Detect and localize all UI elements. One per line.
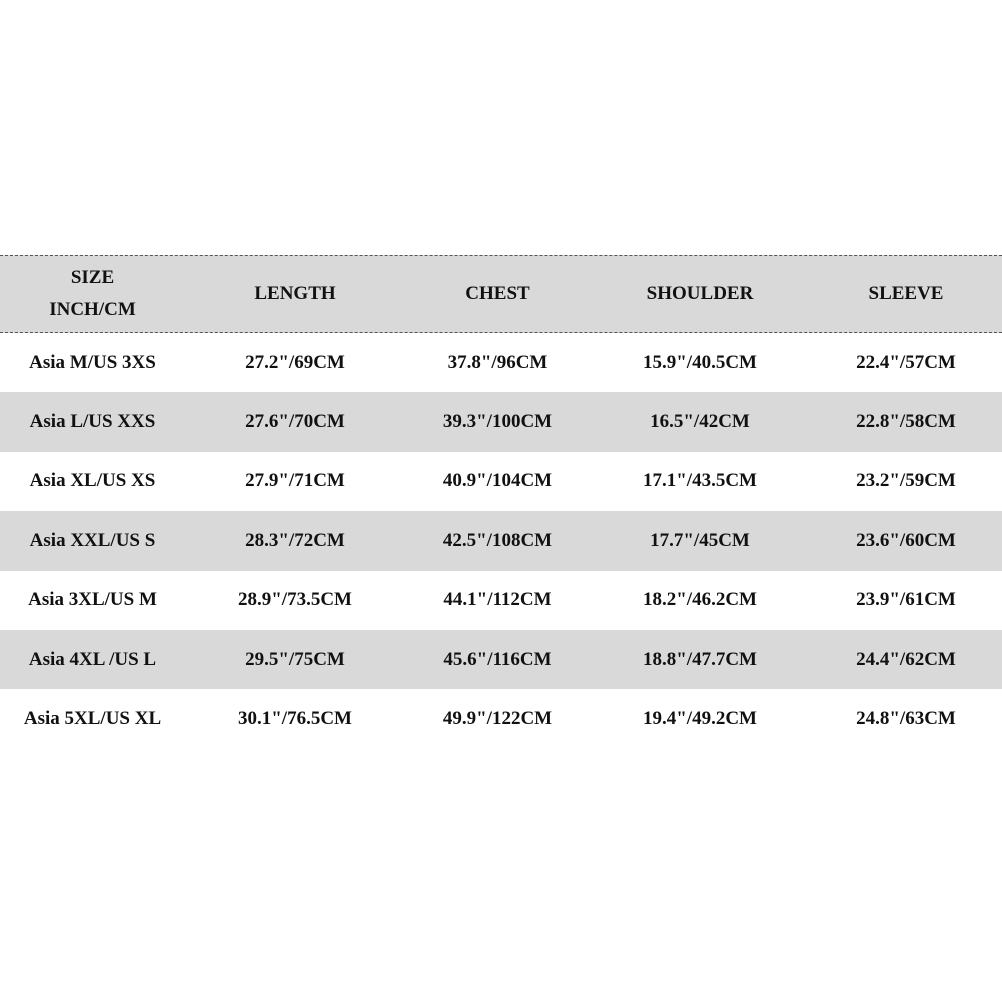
cell-size: Asia M/US 3XS	[29, 351, 156, 373]
cell-length: 28.3"/72CM	[245, 529, 345, 551]
header-size-line1: SIZE	[70, 267, 115, 288]
header-length: LENGTH	[254, 283, 336, 304]
cell-chest: 37.8"/96CM	[447, 351, 548, 373]
cell-size: Asia L/US XXS	[29, 411, 156, 433]
header-chest: CHEST	[465, 283, 530, 304]
header-shoulder: SHOULDER	[646, 283, 754, 304]
header-size	[0, 262, 185, 326]
cell-length: 29.5"/75CM	[245, 648, 345, 670]
cell-size: Asia 5XL/US XL	[23, 708, 162, 730]
cell-size: Asia XXL/US S	[29, 529, 156, 551]
table-row	[0, 452, 1002, 511]
table-row	[0, 333, 1002, 392]
table-row	[0, 689, 1002, 748]
cell-shoulder: 15.9"/40.5CM	[643, 351, 757, 373]
cell-size: Asia 3XL/US M	[28, 589, 157, 611]
cell-chest: 44.1"/112CM	[443, 589, 552, 611]
cell-length: 27.9"/71CM	[245, 470, 345, 492]
cell-shoulder: 16.5"/42CM	[650, 411, 750, 433]
cell-shoulder: 17.1"/43.5CM	[643, 470, 757, 492]
cell-length: 28.9"/73.5CM	[238, 589, 352, 611]
cell-shoulder: 18.8"/47.7CM	[643, 648, 757, 670]
cell-shoulder: 18.2"/46.2CM	[643, 589, 757, 611]
cell-sleeve: 23.9"/61CM	[856, 589, 956, 611]
cell-chest: 45.6"/116CM	[443, 648, 552, 670]
header-size-line2: INCH/CM	[49, 299, 136, 320]
cell-length: 27.6"/70CM	[245, 411, 345, 433]
cell-shoulder: 17.7"/45CM	[650, 529, 750, 551]
table-row	[0, 630, 1002, 689]
cell-chest: 40.9"/104CM	[442, 470, 553, 492]
cell-length: 30.1"/76.5CM	[238, 708, 352, 730]
cell-sleeve: 23.2"/59CM	[856, 470, 956, 492]
cell-shoulder: 19.4"/49.2CM	[643, 708, 757, 730]
cell-size: Asia XL/US XS	[29, 470, 156, 492]
cell-sleeve: 22.4"/57CM	[856, 351, 956, 373]
cell-size: Asia 4XL /US L	[28, 648, 157, 670]
cell-sleeve: 24.8"/63CM	[856, 708, 956, 730]
cell-chest: 39.3"/100CM	[442, 411, 553, 433]
cell-chest: 42.5"/108CM	[442, 529, 553, 551]
cell-sleeve: 23.6"/60CM	[856, 529, 956, 551]
size-chart-table	[0, 255, 1002, 749]
table-row	[0, 511, 1002, 570]
table-header-row	[0, 255, 1002, 333]
header-sleeve: SLEEVE	[868, 283, 944, 304]
cell-sleeve: 22.8"/58CM	[856, 411, 956, 433]
cell-length: 27.2"/69CM	[245, 351, 345, 373]
table-row	[0, 571, 1002, 630]
cell-chest: 49.9"/122CM	[442, 708, 553, 730]
cell-sleeve: 24.4"/62CM	[856, 648, 956, 670]
table-row	[0, 392, 1002, 451]
